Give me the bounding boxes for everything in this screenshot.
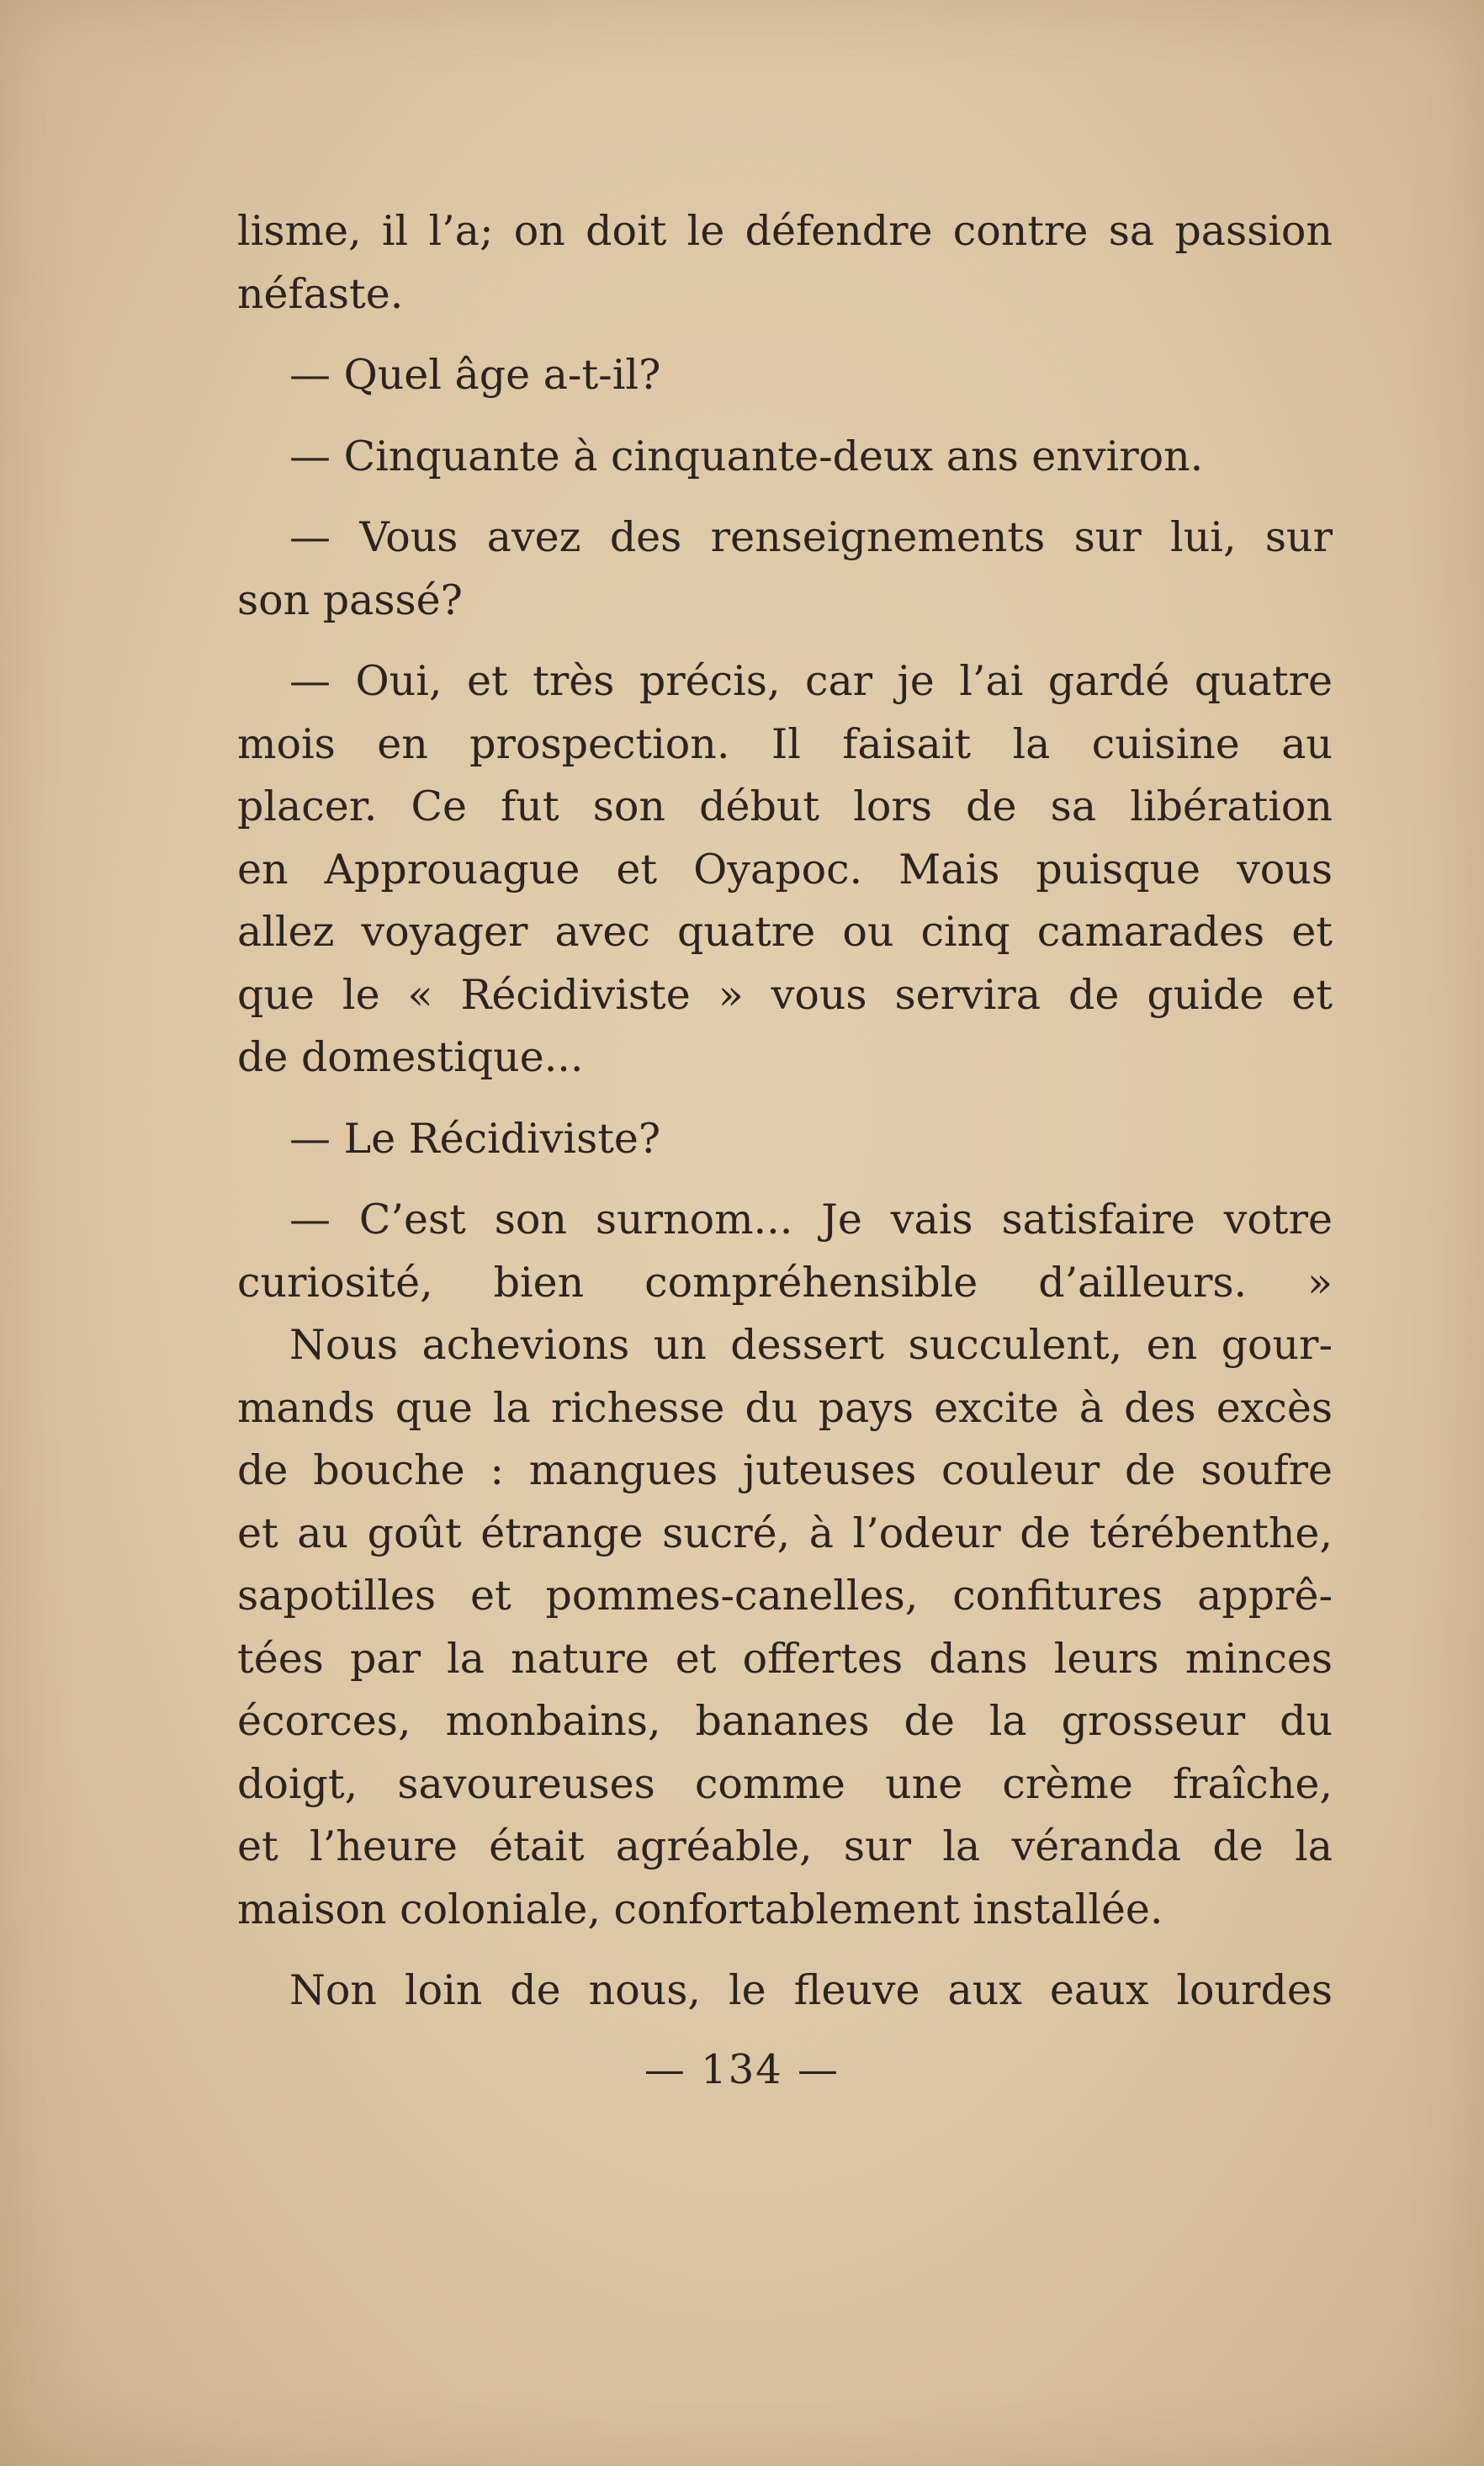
text-line: — Oui, et très précis, car je l’ai gardé quatre: [289, 657, 1333, 705]
text-line: curiosité, bien compréhensible d’ailleurs. »: [237, 1258, 1333, 1307]
text-line: Non loin de nous, le fleuve aux eaux lourdes: [289, 1966, 1333, 2014]
text-line: de bouche : mangues juteuses couleur de soufre: [237, 1446, 1333, 1494]
text-line: son passé?: [237, 575, 463, 624]
text-line: mands que la richesse du pays excite à des excès: [237, 1383, 1333, 1432]
text-line: allez voyager avec quatre ou cinq camarades et: [237, 908, 1333, 956]
text-line: que le « Récidiviste » vous servira de guide et: [237, 970, 1333, 1019]
text-line: écorces, monbains, bananes de la grosseur du: [237, 1697, 1333, 1745]
page-number: — 134 —: [644, 2046, 840, 2093]
text-line: doigt, savoureuses comme une crème fraîche,: [237, 1759, 1333, 1808]
text-line: — Quel âge a-t-il?: [289, 351, 661, 399]
text-line: — Vous avez des renseignements sur lui, sur: [289, 513, 1333, 561]
text-line: — Le Récidiviste?: [289, 1114, 661, 1163]
body-text: [237, 200, 1333, 2023]
text-line: mois en prospection. Il faisait la cuisine au: [237, 719, 1333, 768]
text-line: maison coloniale, confortablement installée.: [237, 1885, 1163, 1933]
text-line: et au goût étrange sucré, à l’odeur de térébenthe,: [237, 1509, 1333, 1557]
text-line: et l’heure était agréable, sur la véranda de la: [237, 1822, 1333, 1870]
text-line: sapotilles et pommes-canelles, confitures apprê-: [237, 1572, 1333, 1620]
text-line: néfaste.: [237, 269, 404, 318]
text-line: de domestique...: [237, 1033, 584, 1081]
text-line: — Cinquante à cinquante-deux ans environ.: [289, 432, 1204, 480]
text-line: lisme, il l’a; on doit le défendre contre sa passion: [237, 207, 1333, 255]
text-line: en Approuague et Oyapoc. Mais puisque vous: [237, 845, 1333, 894]
text-line: placer. Ce fut son début lors de sa libération: [237, 782, 1333, 830]
text-line: — C’est son surnom... Je vais satisfaire votre: [289, 1196, 1333, 1244]
text-line: tées par la nature et offertes dans leurs minces: [237, 1634, 1333, 1683]
text-line: Nous achevions un dessert succulent, en gour-: [289, 1321, 1333, 1369]
